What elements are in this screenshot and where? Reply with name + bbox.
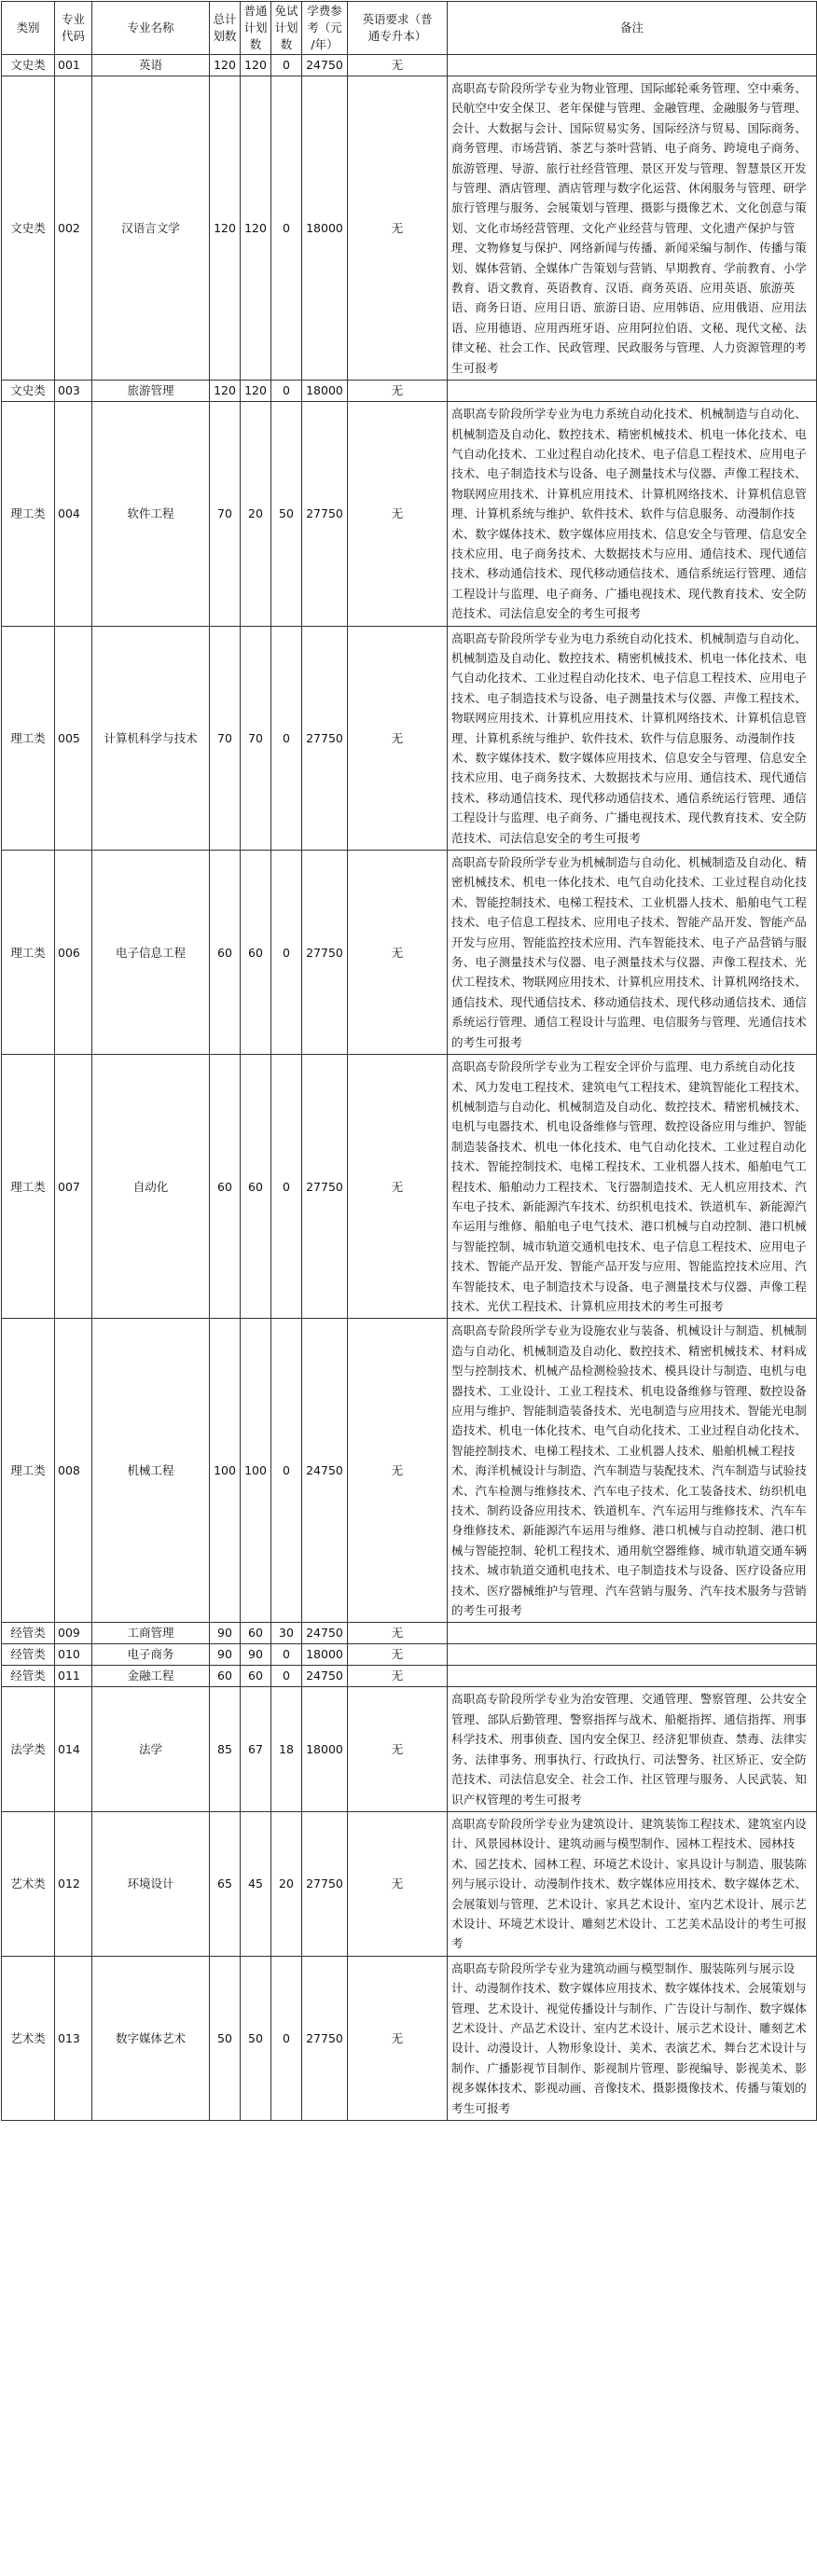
cell-total: 60: [210, 1055, 241, 1319]
cell-total: 50: [210, 1956, 241, 2120]
cell-note: [448, 55, 817, 76]
cell-english: 无: [348, 851, 448, 1055]
cell-english: 无: [348, 1687, 448, 1811]
cell-name: 机械工程: [92, 1319, 210, 1623]
cell-code: 004: [55, 402, 92, 626]
cell-code: 014: [55, 1687, 92, 1811]
cell-code: 001: [55, 55, 92, 76]
table-row: [2, 1055, 817, 1319]
header-total-label: 总计 划数: [213, 12, 237, 43]
cell-tuition: 24750: [302, 1319, 348, 1623]
cell-note: [448, 1666, 817, 1687]
header-exempt-label: 免试 计划 数: [274, 4, 298, 51]
cell-regular: 20: [241, 402, 271, 626]
header-regular-label: 普通 计划 数: [243, 4, 268, 51]
cell-tuition: 27750: [302, 626, 348, 850]
table-row: [2, 381, 817, 402]
header-code-label: 专业 代码: [61, 12, 85, 43]
cell-english: 无: [348, 402, 448, 626]
cell-total: 70: [210, 402, 241, 626]
cell-exempt: 20: [271, 1811, 302, 1956]
cell-english: 无: [348, 1319, 448, 1623]
cell-exempt: 0: [271, 626, 302, 850]
cell-note: 高职高专阶段所学专业为机械制造与自动化、机械制造及自动化、精密机械技术、机电一体化技术、电气自动化技术、工业过程自动化技术、智能控制技术、电梯工程技术、工业机器人技术、船舶电气工程技术、电子信息工程技术、应用电子技术、智能产品开发、智能产品开发与应用、智能监控技术应用、汽车智能技术、电子产品营销与服务、电子测量技术与仪器、电子测量技术与仪器、声像工程技术、光伏工程技术、物联网应用技术、计算机应用技术、计算机网络技术、通信技术、现代通信技术、移动通信技术、现代移动通信技术、通信系统运行管理、通信工程设计与监理、电信服务与管理、光通信技术的考生可报考: [448, 851, 817, 1055]
table-row: [2, 1319, 817, 1623]
cell-exempt: 0: [271, 76, 302, 381]
cell-total: 120: [210, 381, 241, 402]
header-total: [210, 2, 241, 55]
cell-name: 软件工程: [92, 402, 210, 626]
table-row: [2, 402, 817, 626]
cell-note: 高职高专阶段所学专业为电力系统自动化技术、机械制造与自动化、机械制造及自动化、数控技术、精密机械技术、机电一体化技术、电气自动化技术、工业过程自动化技术、电子信息工程技术、应用电子技术、电子制造技术与设备、电子测量技术与仪器、声像工程技术、物联网应用技术、计算机应用技术、计算机网络技术、计算机信息管理、计算机系统与维护、软件技术、软件与信息服务、动漫制作技术、数字媒体技术、数字媒体应用技术、信息安全与管理、信息安全技术应用、电子商务技术、大数据技术与应用、通信技术、现代通信技术、移动通信技术、现代移动通信技术、通信系统运行管理、通信工程设计与监理、电子商务、广播电视技术、现代教育技术、安全防范技术、司法信息安全的考生可报考: [448, 626, 817, 850]
cell-english: 无: [348, 626, 448, 850]
table-row: [2, 626, 817, 850]
cell-code: 008: [55, 1319, 92, 1623]
cell-total: 90: [210, 1644, 241, 1666]
cell-regular: 60: [241, 1666, 271, 1687]
table-row: [2, 1666, 817, 1687]
cell-name: 自动化: [92, 1055, 210, 1319]
cell-regular: 120: [241, 55, 271, 76]
cell-code: 002: [55, 76, 92, 381]
cell-note: 高职高专阶段所学专业为电力系统自动化技术、机械制造与自动化、机械制造及自动化、数控技术、精密机械技术、机电一体化技术、电气自动化技术、工业过程自动化技术、电子信息工程技术、应用电子技术、电子制造技术与设备、电子测量技术与仪器、声像工程技术、物联网应用技术、计算机应用技术、计算机网络技术、计算机信息管理、计算机系统与维护、软件技术、软件与信息服务、动漫制作技术、数字媒体技术、数字媒体应用技术、信息安全与管理、信息安全技术应用、电子商务技术、大数据技术与应用、通信技术、现代通信技术、移动通信技术、现代移动通信技术、通信系统运行管理、通信工程设计与监理、电子商务、广播电视技术、现代教育技术、安全防范技术、司法信息安全的考生可报考: [448, 402, 817, 626]
cell-regular: 45: [241, 1811, 271, 1956]
cell-exempt: 30: [271, 1623, 302, 1644]
header-exempt: [271, 2, 302, 55]
cell-tuition: 18000: [302, 1687, 348, 1811]
cell-exempt: 0: [271, 851, 302, 1055]
cell-total: 60: [210, 851, 241, 1055]
header-code: [55, 2, 92, 55]
header-category-label: 类别: [16, 21, 40, 35]
cell-note: [448, 1644, 817, 1666]
cell-total: 85: [210, 1687, 241, 1811]
header-note: [448, 2, 817, 55]
header-tuition-label: 学费参 考（元 /年）: [307, 4, 342, 51]
header-english-label: 英语要求（普 通专升本）: [362, 12, 433, 43]
cell-name: 英语: [92, 55, 210, 76]
cell-regular: 90: [241, 1644, 271, 1666]
cell-category: 经管类: [2, 1644, 55, 1666]
cell-english: 无: [348, 1811, 448, 1956]
cell-category: 艺术类: [2, 1811, 55, 1956]
cell-tuition: 27750: [302, 402, 348, 626]
cell-note: 高职高专阶段所学专业为治安管理、交通管理、警察管理、公共安全管理、部队后勤管理、警察指挥与战术、船艇指挥、通信指挥、刑事科学技术、刑事侦查、国内安全保卫、经济犯罪侦查、禁毒、法律实务、法律事务、刑事执行、行政执行、司法警务、社区矫正、安全防范技术、司法信息安全、社会工作、社区管理与服务、人民武装、知识产权管理的考生可报考: [448, 1687, 817, 1811]
cell-note: [448, 381, 817, 402]
cell-name: 金融工程: [92, 1666, 210, 1687]
cell-note: 高职高专阶段所学专业为物业管理、国际邮轮乘务管理、空中乘务、民航空中安全保卫、老年保健与管理、金融管理、金融服务与管理、会计、大数据与会计、国际贸易实务、国际经济与贸易、国际商务、商务管理、市场营销、茶艺与茶叶营销、电子商务、跨境电子商务、旅游管理、导游、旅行社经营管理、景区开发与管理、智慧景区开发与管理、酒店管理、酒店管理与数字化运营、休闲服务与管理、研学旅行管理与服务、会展策划与管理、摄影与摄像艺术、文化创意与策划、文化市场经营管理、文化产业经营与管理、文化遗产保护与管理、文物修复与保护、网络新闻与传播、新闻采编与制作、传播与策划、媒体营销、全媒体广告策划与营销、早期教育、学前教育、小学教育、语文教育、英语教育、汉语、商务英语、应用英语、旅游英语、商务日语、应用日语、旅游日语、应用韩语、应用俄语、应用法语、应用德语、应用西班牙语、应用阿拉伯语、文秘、现代文秘、法律文秘、社会工作、民政管理、民政服务与管理、人力资源管理的考生可报考: [448, 76, 817, 381]
cell-category: 理工类: [2, 402, 55, 626]
cell-total: 100: [210, 1319, 241, 1623]
cell-name: 电子信息工程: [92, 851, 210, 1055]
cell-regular: 60: [241, 851, 271, 1055]
cell-name: 工商管理: [92, 1623, 210, 1644]
cell-tuition: 27750: [302, 851, 348, 1055]
cell-code: 013: [55, 1956, 92, 2120]
header-regular: [241, 2, 271, 55]
cell-total: 65: [210, 1811, 241, 1956]
cell-category: 理工类: [2, 1319, 55, 1623]
cell-exempt: 0: [271, 381, 302, 402]
cell-code: 003: [55, 381, 92, 402]
table-row: [2, 1687, 817, 1811]
cell-name: 旅游管理: [92, 381, 210, 402]
cell-code: 012: [55, 1811, 92, 1956]
table-row: [2, 1644, 817, 1666]
cell-english: 无: [348, 1623, 448, 1644]
cell-tuition: 27750: [302, 1811, 348, 1956]
cell-exempt: 0: [271, 1666, 302, 1687]
cell-code: 007: [55, 1055, 92, 1319]
header-name-label: 专业名称: [127, 21, 174, 35]
cell-exempt: 50: [271, 402, 302, 626]
cell-category: 艺术类: [2, 1956, 55, 2120]
cell-english: 无: [348, 1666, 448, 1687]
cell-code: 006: [55, 851, 92, 1055]
cell-exempt: 0: [271, 1644, 302, 1666]
cell-name: 环境设计: [92, 1811, 210, 1956]
cell-category: 理工类: [2, 1055, 55, 1319]
cell-exempt: 18: [271, 1687, 302, 1811]
cell-regular: 120: [241, 381, 271, 402]
cell-total: 60: [210, 1666, 241, 1687]
cell-name: 数字媒体艺术: [92, 1956, 210, 2120]
cell-name: 计算机科学与技术: [92, 626, 210, 850]
cell-regular: 70: [241, 626, 271, 850]
cell-exempt: 0: [271, 1319, 302, 1623]
table-row: [2, 1811, 817, 1956]
cell-exempt: 0: [271, 55, 302, 76]
cell-english: 无: [348, 1644, 448, 1666]
cell-english: 无: [348, 76, 448, 381]
table-row: [2, 55, 817, 76]
cell-english: 无: [348, 55, 448, 76]
cell-tuition: 27750: [302, 1956, 348, 2120]
cell-category: 理工类: [2, 851, 55, 1055]
table-row: [2, 1956, 817, 2120]
cell-english: 无: [348, 1956, 448, 2120]
enrollment-plan-table: [1, 1, 817, 2121]
cell-tuition: 18000: [302, 1644, 348, 1666]
cell-english: 无: [348, 1055, 448, 1319]
table-row: [2, 1623, 817, 1644]
table-row: [2, 76, 817, 381]
cell-name: 汉语言文学: [92, 76, 210, 381]
cell-category: 文史类: [2, 55, 55, 76]
header-row: [2, 2, 817, 55]
cell-exempt: 0: [271, 1055, 302, 1319]
cell-note: 高职高专阶段所学专业为工程安全评价与监理、电力系统自动化技术、风力发电工程技术、建筑电气工程技术、建筑智能化工程技术、机械制造与自动化、机械制造及自动化、数控技术、精密机械技术、电机与电器技术、机电设备维修与管理、数控设备应用与维护、智能制造装备技术、机电一体化技术、电气自动化技术、工业过程自动化技术、智能控制技术、电梯工程技术、工业机器人技术、船舶电气工程技术、船舶动力工程技术、飞行器制造技术、无人机应用技术、汽车电子技术、新能源汽车技术、纺织机电技术、铁道机车、新能源汽车运用与维修、船舶电子电气技术、港口机械与自动控制、港口机械与智能控制、城市轨道交通机电技术、电子信息工程技术、应用电子技术、智能产品开发、智能产品开发与应用、智能监控技术应用、汽车智能技术、电子制造技术与设备、电子测量技术与仪器、声像工程技术、光伏工程技术、计算机应用技术的考生可报考: [448, 1055, 817, 1319]
header-name: [92, 2, 210, 55]
cell-note: 高职高专阶段所学专业为建筑设计、建筑装饰工程技术、建筑室内设计、风景园林设计、建筑动画与模型制作、园林工程技术、园林技术、园艺技术、园林工程、环境艺术设计、家具设计与制造、服装陈列与展示设计、动漫制作技术、数字媒体应用技术、数字媒体艺术、会展策划与管理、艺术设计、家具艺术设计、室内艺术设计、展示艺术设计、环境艺术设计、雕刻艺术设计、工艺美术品设计的考生可报考: [448, 1811, 817, 1956]
cell-category: 理工类: [2, 626, 55, 850]
cell-regular: 120: [241, 76, 271, 381]
cell-exempt: 0: [271, 1956, 302, 2120]
header-tuition: [302, 2, 348, 55]
cell-tuition: 24750: [302, 55, 348, 76]
cell-total: 120: [210, 76, 241, 381]
header-english: [348, 2, 448, 55]
cell-tuition: 18000: [302, 76, 348, 381]
cell-name: 法学: [92, 1687, 210, 1811]
cell-tuition: 24750: [302, 1623, 348, 1644]
cell-category: 经管类: [2, 1666, 55, 1687]
cell-total: 120: [210, 55, 241, 76]
cell-total: 70: [210, 626, 241, 850]
cell-regular: 60: [241, 1623, 271, 1644]
cell-regular: 100: [241, 1319, 271, 1623]
cell-code: 005: [55, 626, 92, 850]
header-category: [2, 2, 55, 55]
header-note-label: 备注: [619, 21, 644, 35]
cell-category: 文史类: [2, 76, 55, 381]
cell-regular: 67: [241, 1687, 271, 1811]
cell-tuition: 27750: [302, 1055, 348, 1319]
cell-note: 高职高专阶段所学专业为建筑动画与模型制作、服装陈列与展示设计、动漫制作技术、数字媒体应用技术、数字媒体技术、会展策划与管理、艺术设计、视觉传播设计与制作、广告设计与制作、数字媒体艺术设计、产品艺术设计、室内艺术设计、展示艺术设计、雕刻艺术设计、动漫设计、人物形象设计、美术、表演艺术、舞台艺术设计与制作、广播影视节目制作、影视制片管理、影视编导、影视美术、影视多媒体技术、影视动画、音像技术、摄影摄像技术、传播与策划的考生可报考: [448, 1956, 817, 2120]
cell-note: [448, 1623, 817, 1644]
cell-tuition: 18000: [302, 381, 348, 402]
cell-name: 电子商务: [92, 1644, 210, 1666]
cell-regular: 60: [241, 1055, 271, 1319]
cell-code: 009: [55, 1623, 92, 1644]
cell-tuition: 24750: [302, 1666, 348, 1687]
cell-regular: 50: [241, 1956, 271, 2120]
cell-category: 文史类: [2, 381, 55, 402]
cell-total: 90: [210, 1623, 241, 1644]
cell-code: 010: [55, 1644, 92, 1666]
cell-english: 无: [348, 381, 448, 402]
cell-category: 经管类: [2, 1623, 55, 1644]
table-row: [2, 851, 817, 1055]
cell-code: 011: [55, 1666, 92, 1687]
cell-category: 法学类: [2, 1687, 55, 1811]
cell-note: 高职高专阶段所学专业为设施农业与装备、机械设计与制造、机械制造与自动化、机械制造及自动化、数控技术、精密机械技术、材料成型与控制技术、机械产品检测检验技术、模具设计与制造、电机与电器技术、工业设计、工业工程技术、机电设备维修与管理、数控设备应用与维护、智能制造装备技术、光电制造与应用技术、智能光电制造技术、机电一体化技术、电气自动化技术、工业过程自动化技术、智能控制技术、电梯工程技术、工业机器人技术、船舶机械工程技术、海洋机械设计与制造、汽车制造与装配技术、汽车制造与试验技术、汽车检测与维修技术、汽车电子技术、化工装备技术、纺织机电技术、制药设备应用技术、铁道机车、汽车运用与维修技术、汽车车身维修技术、新能源汽车运用与维修、港口机械与自动控制、港口机械与智能控制、轮机工程技术、通用航空器维修、城市轨道交通车辆技术、城市轨道交通机电技术、电子制造技术与设备、医疗设备应用技术、医疗器械维护与管理、汽车营销与服务、汽车技术服务与营销的考生可报考: [448, 1319, 817, 1623]
